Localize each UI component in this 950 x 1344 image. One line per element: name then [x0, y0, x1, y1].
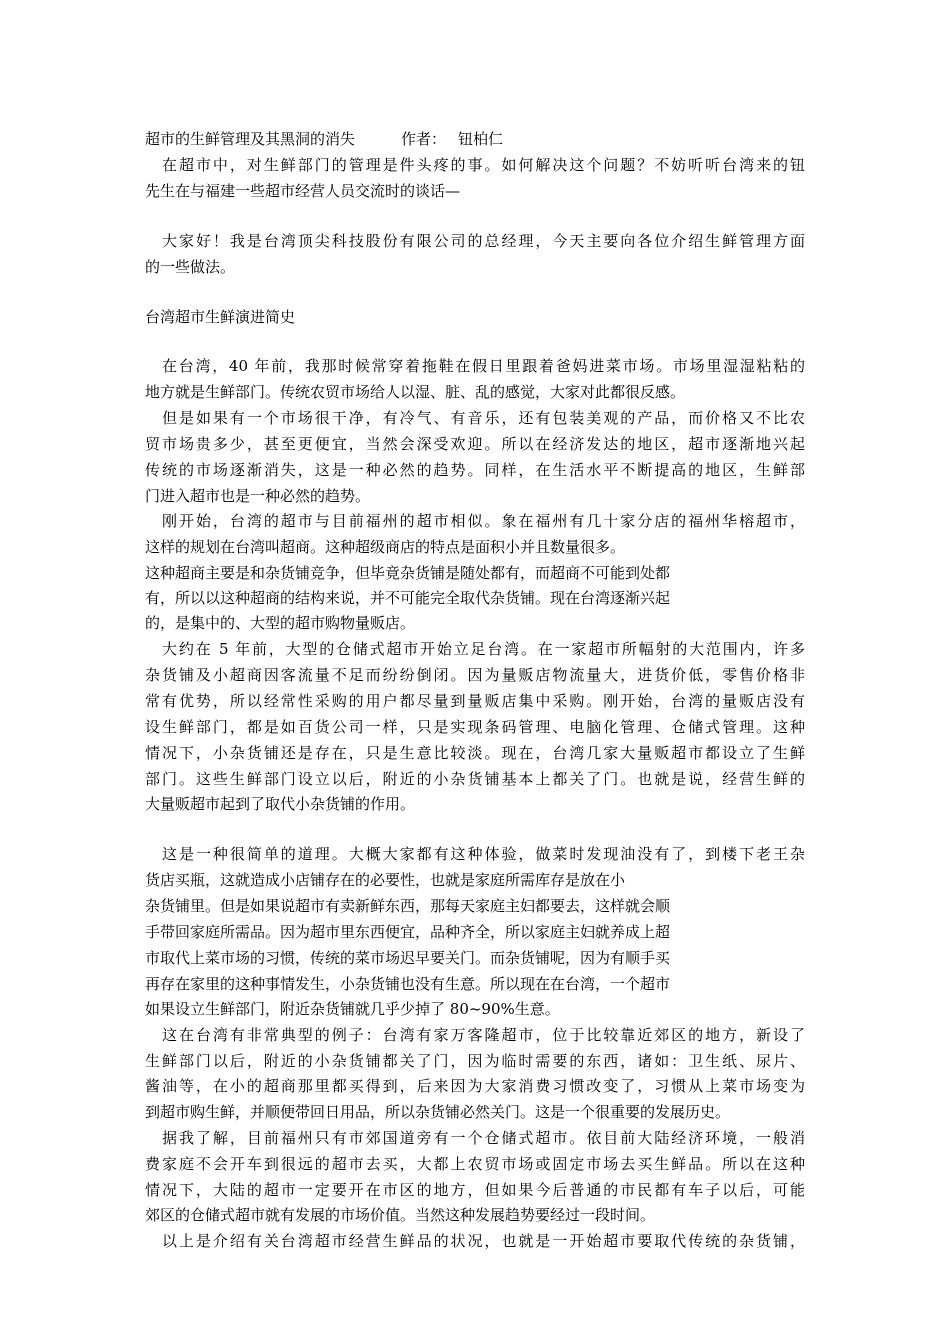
paragraph-line: 常有优势，所以经常性采购的用户都尽量到量贩店集中采购。刚开始，台湾的量贩店没有: [145, 692, 805, 710]
document-title: 超市的生鲜管理及其黑洞的消失: [145, 130, 356, 148]
paragraph-line: 生鲜部门以后，附近的小杂货铺都关了门，因为临时需要的东西，诸如：卫生纸、尿片、: [145, 1052, 805, 1070]
author-label: 作者：: [401, 130, 447, 148]
paragraph-line: 在超市中，对生鲜部门的管理是件头疼的事。如何解决这个问题？不妨听听台湾来的钮: [162, 156, 805, 174]
paragraph-line: 传统的市场逐渐消失，这是一种必然的趋势。同样，在生活水平不断提高的地区，生鲜部: [145, 461, 805, 479]
paragraph-line: 以上是介绍有关台湾超市经营生鲜品的状况，也就是一开始超市要取代传统的杂货铺，: [162, 1232, 805, 1250]
author-name: 钮柏仁: [458, 130, 504, 148]
paragraph-line: 情况下，大陆的超市一定要开在市区的地方，但如果今后普通的市民都有车子以后，可能: [145, 1181, 805, 1199]
paragraph-line: 大约在 5 年前，大型的仓储式超市开始立足台湾。在一家超市所幅射的大范围内，许多: [162, 640, 805, 658]
paragraph-line: 先生在与福建一些超市经营人员交流时的谈话—: [145, 182, 461, 200]
paragraph-line: 部门。这些生鲜部门设立以后，附近的小杂货铺基本上都关了门。也就是说，经营生鲜的: [145, 770, 805, 788]
paragraph-line: 杂货铺及小超商因客流量不足而纷纷倒闭。因为量贩店物流量大，进货价低，零售价格非: [145, 666, 805, 684]
paragraph-line: 地方就是生鲜部门。传统农贸市场给人以湿、脏、乱的感觉，大家对此都很反感。: [145, 383, 686, 401]
paragraph-line: 的，是集中的、大型的超市购物量贩店。: [145, 614, 416, 632]
paragraph-line: 这样的规划在台湾叫超商。这种超级商店的特点是面积小并且数量很多。: [145, 538, 626, 556]
paragraph-line: 据我了解，目前福州只有市郊国道旁有一个仓储式超市。依目前大陆经济环境，一般消: [162, 1129, 805, 1147]
paragraph-line: 大量贩超市起到了取代小杂货铺的作用。: [145, 795, 416, 813]
paragraph-line: 情况下，小杂货铺还是存在，只是生意比较淡。现在，台湾几家大量贩超市都设立了生鲜: [145, 744, 805, 762]
paragraph-line: 这种超商主要是和杂货铺竞争，但毕竟杂货铺是随处都有，而超商不可能到处都: [145, 564, 671, 582]
paragraph-line: 杂货铺里。但是如果说超市有卖新鲜东西，那每天家庭主妇都要去，这样就会顺: [145, 897, 671, 915]
paragraph-line: 大家好！我是台湾顶尖科技股份有限公司的总经理，今天主要向各位介绍生鲜管理方面: [162, 232, 805, 250]
paragraph-line: 再存在家里的这种事情发生，小杂货铺也没有生意。所以现在在台湾，一个超市: [145, 975, 671, 993]
paragraph-line: 在台湾，40 年前，我那时候常穿着拖鞋在假日里跟着爸妈进菜市场。市场里湿湿粘粘的: [162, 357, 805, 375]
paragraph-line: 手带回家庭所需品。因为超市里东西便宜，品种齐全，所以家庭主妇就养成上超: [145, 923, 671, 941]
paragraph-line: 到超市购生鲜，并顺便带回日用品，所以杂货铺必然关门。这是一个很重要的发展历史。: [145, 1103, 731, 1121]
paragraph-line: 设生鲜部门，都是如百货公司一样，只是实现条码管理、电脑化管理、仓储式管理。这种: [145, 718, 805, 736]
paragraph-line: 郊区的仓储式超市就有发展的市场价值。当然这种发展趋势要经过一段时间。: [145, 1206, 656, 1224]
paragraph-line: 市取代上菜市场的习惯，传统的菜市场迟早要关门。而杂货铺呢，因为有顺手买: [145, 949, 671, 967]
paragraph-line: 门进入超市也是一种必然的趋势。: [145, 487, 371, 505]
paragraph-line: 刚开始，台湾的超市与目前福州的超市相似。象在福州有几十家分店的福州华榕超市，: [162, 512, 805, 530]
paragraph-line: 有，所以以这种超商的结构来说，并不可能完全取代杂货铺。现在台湾逐渐兴起: [145, 589, 671, 607]
paragraph-line: 贸市场贵多少，甚至更便宜，当然会深受欢迎。所以在经济发达的地区，超市逐渐地兴起: [145, 435, 805, 453]
paragraph-line: 货店买瓶，这就造成小店铺存在的必要性，也就是家庭所需库存是放在小: [145, 871, 626, 889]
paragraph-line: 酱油等，在小的超商那里都买得到，后来因为大家消费习惯改变了，习惯从上菜市场变为: [145, 1077, 805, 1095]
paragraph-line: 但是如果有一个市场很干净，有冷气、有音乐，还有包装美观的产品，而价格又不比农: [162, 409, 805, 427]
paragraph-line: 如果设立生鲜部门，附近杂货铺就几乎少掉了 80~90%生意。: [145, 1000, 560, 1018]
paragraph-line: 台湾超市生鲜演进简史: [145, 308, 296, 326]
paragraph-line: 这是一种很简单的道理。大概大家都有这种体验，做菜时发现油没有了，到楼下老王杂: [162, 845, 805, 863]
paragraph-line: 这在台湾有非常典型的例子：台湾有家万客隆超市，位于比较靠近郊区的地方，新设了: [162, 1026, 805, 1044]
paragraph-line: 费家庭不会开车到很远的超市去买，大都上农贸市场或固定市场去买生鲜品。所以在这种: [145, 1155, 805, 1173]
paragraph-line: 的一些做法。: [145, 258, 236, 276]
title-line: [145, 126, 503, 152]
